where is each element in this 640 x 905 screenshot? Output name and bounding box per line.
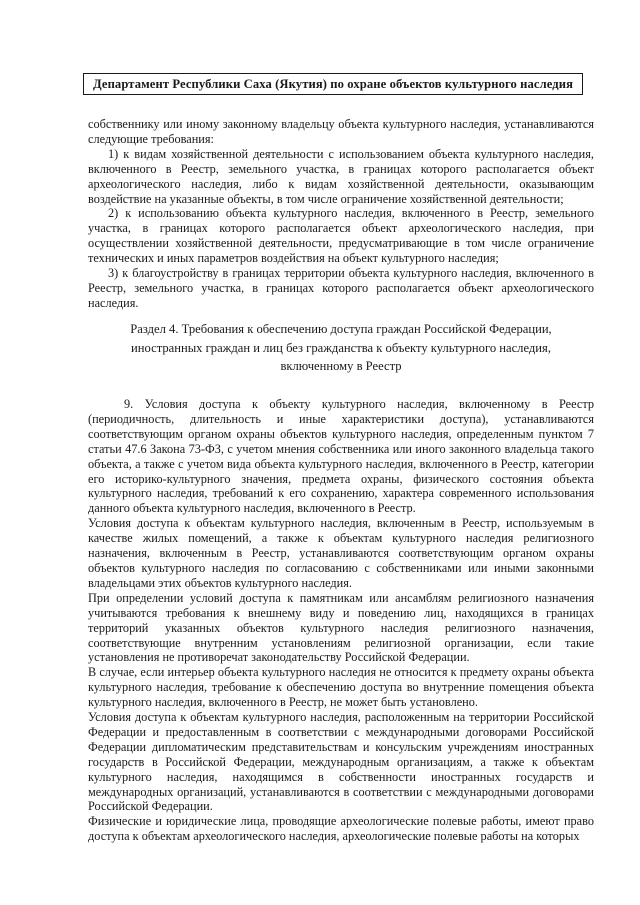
body-paragraph: Условия доступа к объектам культурного наследия, включенным в Реестр, используемым в качестве жилых помещений, а также к объектам культурного наследия религиозного назначения, включенным в Реестр, устанавливаются соответствующим органом охраны объектов культурного наследия по согласованию с собственниками или иными законными владельцами этих объектов культурного наследия. <box>88 516 594 590</box>
intro-paragraph: собственнику или иному законному владельцу объекта культурного наследия, устанавливаются следующие требования: <box>88 117 594 146</box>
requirement-item-1: 1) к видам хозяйственной деятельности с использованием объекта культурного наследия, включенного в Реестр, земельного участка, в границах которого располагается объект археологического наследия, либо к видам хозяйственной деятельности, оказывающим воздействие на указанные объекты, в том числе ограничение хозяйственной деятельности; <box>88 146 594 206</box>
section-heading-line: иностранных граждан и лиц без гражданства к объекту культурного наследия, <box>131 340 551 355</box>
section-heading-line: Раздел 4. Требования к обеспечению доступа граждан Российской Федерации, <box>130 322 552 336</box>
department-header <box>83 73 583 95</box>
section-heading <box>88 320 594 376</box>
body-block <box>88 397 594 844</box>
body-paragraph: В случае, если интерьер объекта культурного наследия не относится к предмету охраны объекта культурного наследия, требование к обеспечению доступа во внутренние помещения объекта культурного наследия, включенного в Реестр, не может быть установлено. <box>88 665 594 710</box>
intro-block <box>88 117 594 311</box>
clause-9-paragraph: 9. Условия доступа к объекту культурного наследия, включенному в Реестр (периодичность, длительность и иные характеристики доступа), устанавливаются соответствующим органом охраны объектов культурного наследия, определенным пунктом 7 статьи 47.6 Закона 73-ФЗ, с учетом мнения собственника или иного законного владельца такого объекта, а также с учетом вида объекта культурного наследия, включенного в Реестр, категории его историко-культурного значения, предмета охраны, физического состояния объекта культурного наследия, требований к его сохранению, характера современного использования данного объекта культурного наследия, включенного в Реестр. <box>88 397 594 516</box>
body-paragraph: Условия доступа к объектам культурного наследия, расположенным на территории Российской Федерации и предоставленным в соответствии с международными договорами Российской Федерации дипломатическим представительствам и консульским учреждениям иностранных государств в Российской Федерации, международным организациям, а также к объектам культурного наследия, находящимся в собственности иностранных государств и международных организаций, устанавливаются в соответствии с международными договорами Российской Федерации. <box>88 710 594 814</box>
requirement-item-2: 2) к использованию объекта культурного наследия, включенного в Реестр, земельного участка, в границах которого располагается объект археологического наследия, при осуществлении хозяйственной деятельности, предусматривающие в том числе ограничение технических и иных параметров воздействия на объект культурного наследия; <box>88 206 594 266</box>
body-paragraph: При определении условий доступа к памятникам или ансамблям религиозного назначения учитываются требования к внешнему виду и поведению лиц, находящихся в границах территорий указанных объектов культурного наследия религиозного назначения, соответствующие внутренним установлениям религиозной организации, если такие установления не противоречат законодательству Российской Федерации. <box>88 590 594 665</box>
requirement-item-3: 3) к благоустройству в границах территории объекта культурного наследия, включенного в Реестр, земельного участка, в границах которого располагается объект археологического наследия. <box>88 266 594 310</box>
department-title: Департамент Республики Саха (Якутия) по охране объектов культурного наследия <box>92 76 574 91</box>
section-heading-line: включенному в Реестр <box>280 359 402 373</box>
body-paragraph: Физические и юридические лица, проводящие археологические полевые работы, имеют право доступа к объектам археологического наследия, археологические полевые работы на которых <box>88 814 594 844</box>
